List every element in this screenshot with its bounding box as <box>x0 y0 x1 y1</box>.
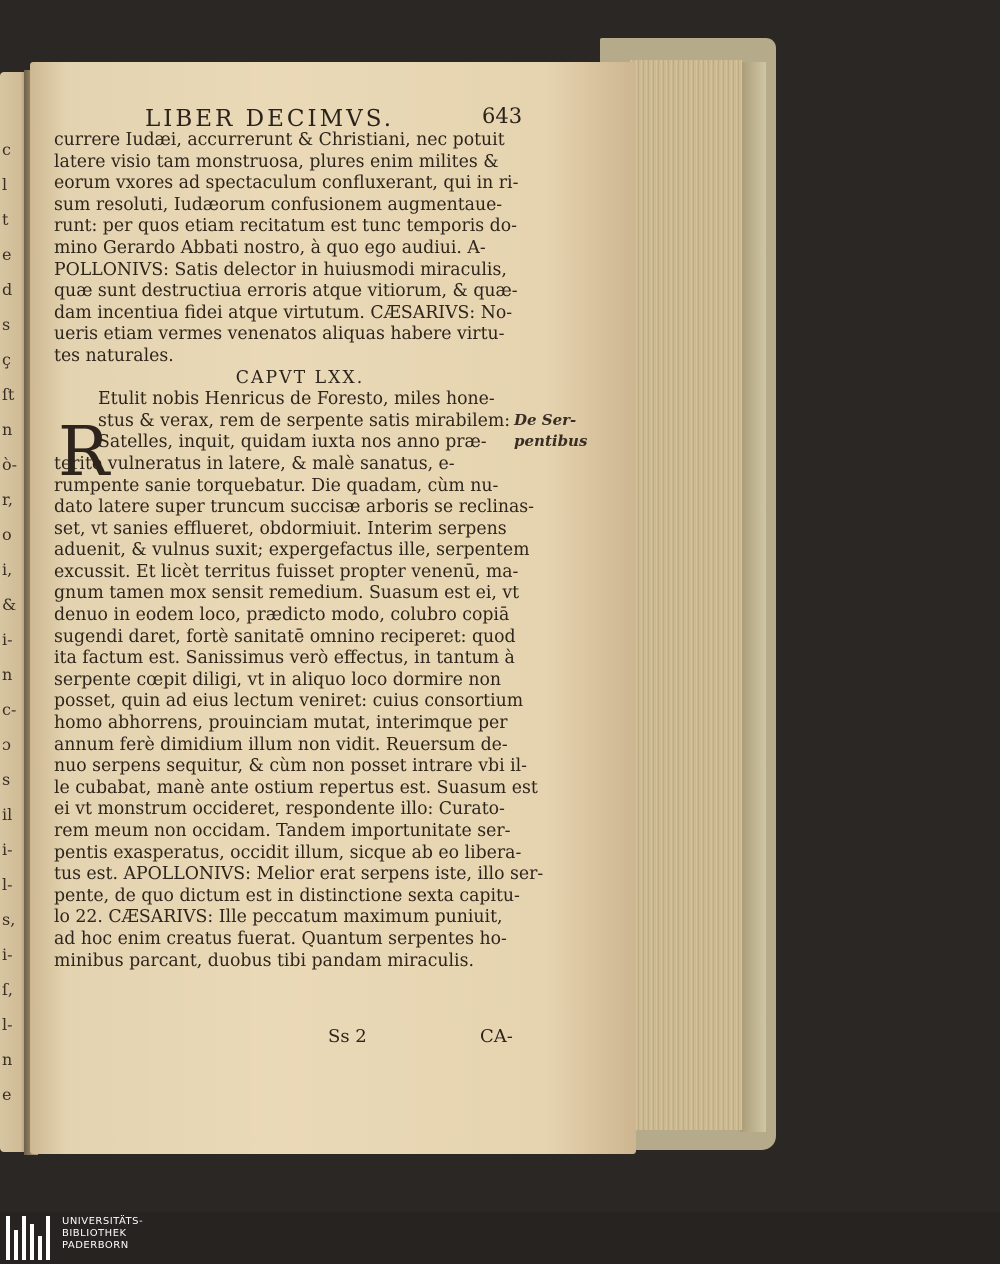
text-line: excussit. Et licèt territus fuisset propter venenū, ma- <box>54 561 519 582</box>
text-line: Satelles, inquit, quidam iuxta nos anno præ- <box>98 432 487 453</box>
left-page-letter: r, <box>2 490 13 509</box>
paragraph-top <box>54 130 526 368</box>
left-page-letter: e <box>2 1085 12 1104</box>
text-line: lo 22. CÆSARIVS: Ille peccatum maximum puniuit, <box>54 907 503 928</box>
marginal-note-line: pentibus <box>514 432 588 450</box>
text-line: ita factum est. Sanissimus verò effectus, in tantum à <box>54 648 515 669</box>
left-page-letter: ò- <box>2 455 18 474</box>
text-line: latere visio tam monstruosa, plures enim milites & <box>54 151 499 172</box>
text-line: aduenit, & vulnus suxit; expergefactus ille, serpentem <box>54 540 530 561</box>
catchword: CA- <box>480 1026 513 1047</box>
left-page-letter: n <box>2 1050 13 1069</box>
text-line: pentis exasperatus, occidit illum, sicque ab eo libera- <box>54 842 522 863</box>
text-line: stus & verax, rem de serpente satis mirabilem: <box>98 410 511 431</box>
left-page-letter: i- <box>2 630 13 649</box>
text-line: quæ sunt destructiua erroris atque vitiorum, & quæ- <box>54 281 518 302</box>
left-page-letter: n <box>2 665 13 684</box>
text-line: Etulit nobis Henricus de Foresto, miles hone- <box>98 389 495 410</box>
left-page-letter: d <box>2 280 13 299</box>
text-line: runt: per quos etiam recitatum est tunc temporis do- <box>54 216 517 237</box>
text-line: eorum vxores ad spectaculum confluxerant, qui in ri- <box>54 173 519 194</box>
left-page-letter: o <box>2 525 12 544</box>
left-page-letter: c <box>2 140 11 159</box>
text-line: le cubabat, manè ante ostium repertus est. Suasum est <box>54 777 538 798</box>
left-page-letter: l- <box>2 1015 13 1034</box>
text-line: dam incentiua fidei atque virtutum. CÆSARIVS: No- <box>54 302 513 323</box>
text-line: serpente cœpit diligi, vt in aliquo loco dormire non <box>54 669 502 690</box>
left-page-letter: n <box>2 420 13 439</box>
text-line: rumpente sanie torquebatur. Die quadam, cùm nu- <box>54 475 499 496</box>
text-line: currere Iudæi, accurrerunt & Christiani, nec potuit <box>54 130 505 150</box>
marginal-note-line: De Ser- <box>514 411 577 429</box>
paragraph-chapter <box>54 389 544 972</box>
page-edges <box>630 60 742 1130</box>
text-line: POLLONIVS: Satis delector in huiusmodi miraculis, <box>54 259 507 280</box>
left-page-letter: ɔ <box>2 735 11 754</box>
left-page-letter: ſ, <box>2 980 14 999</box>
text-line: rem meum non occidam. Tandem importunitate ser- <box>54 821 511 841</box>
text-line: sum resoluti, Iudæorum confusionem augmentaue- <box>54 194 503 215</box>
text-line: ad hoc enim creatus fuerat. Quantum serpentes ho- <box>54 928 507 949</box>
left-page-letter: l <box>2 175 8 194</box>
left-page-letter: e <box>2 245 12 264</box>
text-line: pente, de quo dictum est in distinctione sexta capitu- <box>54 885 520 906</box>
drop-cap: R <box>58 413 110 492</box>
page-number: 643 <box>482 104 523 128</box>
left-page-letter: t <box>2 210 9 229</box>
library-line: UNIVERSITÄTS- <box>62 1216 144 1227</box>
left-page-letter: s, <box>2 910 16 929</box>
text-line: mino Gerardo Abbati nostro, à quo ego audiui. A- <box>54 237 486 258</box>
marginal-note <box>514 410 587 452</box>
left-page-letter: i- <box>2 840 13 859</box>
text-line: annum ferè dimidium illum non vidit. Reuersum de- <box>54 734 508 755</box>
left-page-letter: ç <box>2 350 11 369</box>
text-line: set, vt sanies efflueret, obdormiuit. Interim serpens <box>54 518 507 539</box>
text-line: tus est. APOLLONIVS: Melior erat serpens iste, illo ser- <box>54 864 544 885</box>
left-page-letter: l- <box>2 875 13 894</box>
chapter-heading: CAPVT LXX. <box>235 367 365 388</box>
text-line: homo abhorrens, prouinciam mutat, interimque per <box>54 713 508 734</box>
signature-mark: Ss 2 <box>328 1026 367 1047</box>
left-page-letter: c- <box>2 700 17 719</box>
text-line: ei vt monstrum occideret, respondente illo: Curato- <box>54 799 505 820</box>
text-line: sugendi daret, fortè sanitatē omnino reciperet: quod <box>54 626 516 647</box>
library-logo <box>0 1212 1000 1264</box>
text-line: gnum tamen mox sensit remedium. Suasum est ei, vt <box>54 583 520 604</box>
text-line: terito vulneratus in latere, & malè sanatus, e- <box>54 453 455 474</box>
left-page-letter: s <box>2 770 11 789</box>
left-page-letter: & <box>2 595 17 614</box>
text-line: dato latere super truncum succisæ arboris se reclinas- <box>54 497 535 518</box>
left-page-letter: ſt <box>2 385 15 404</box>
text-line: posset, quin ad eius lectum veniret: cuius consortium <box>54 691 524 712</box>
library-line: PADERBORN <box>62 1240 129 1251</box>
text-line: nuo serpens sequitur, & cùm non posset intrare vbi il- <box>54 756 528 777</box>
library-name <box>62 1216 143 1252</box>
left-page-letter: s <box>2 315 11 334</box>
text-line: minibus parcant, duobus tibi pandam miraculis. <box>54 950 474 971</box>
text-line: tes naturales. <box>54 345 174 366</box>
left-page-letter: il <box>2 805 13 824</box>
text-line: denuo in eodem loco, prædicto modo, colubro copiā <box>54 605 510 626</box>
left-page-letter: i- <box>2 945 13 964</box>
cover-edge <box>740 62 766 1132</box>
left-page-letter: i, <box>2 560 13 579</box>
running-header: LIBER DECIMVS. <box>145 106 394 132</box>
body-text <box>54 130 544 972</box>
library-line: BIBLIOTHEK <box>62 1228 127 1239</box>
text-line: ueris etiam vermes venenatos aliquas habere virtu- <box>54 324 505 345</box>
